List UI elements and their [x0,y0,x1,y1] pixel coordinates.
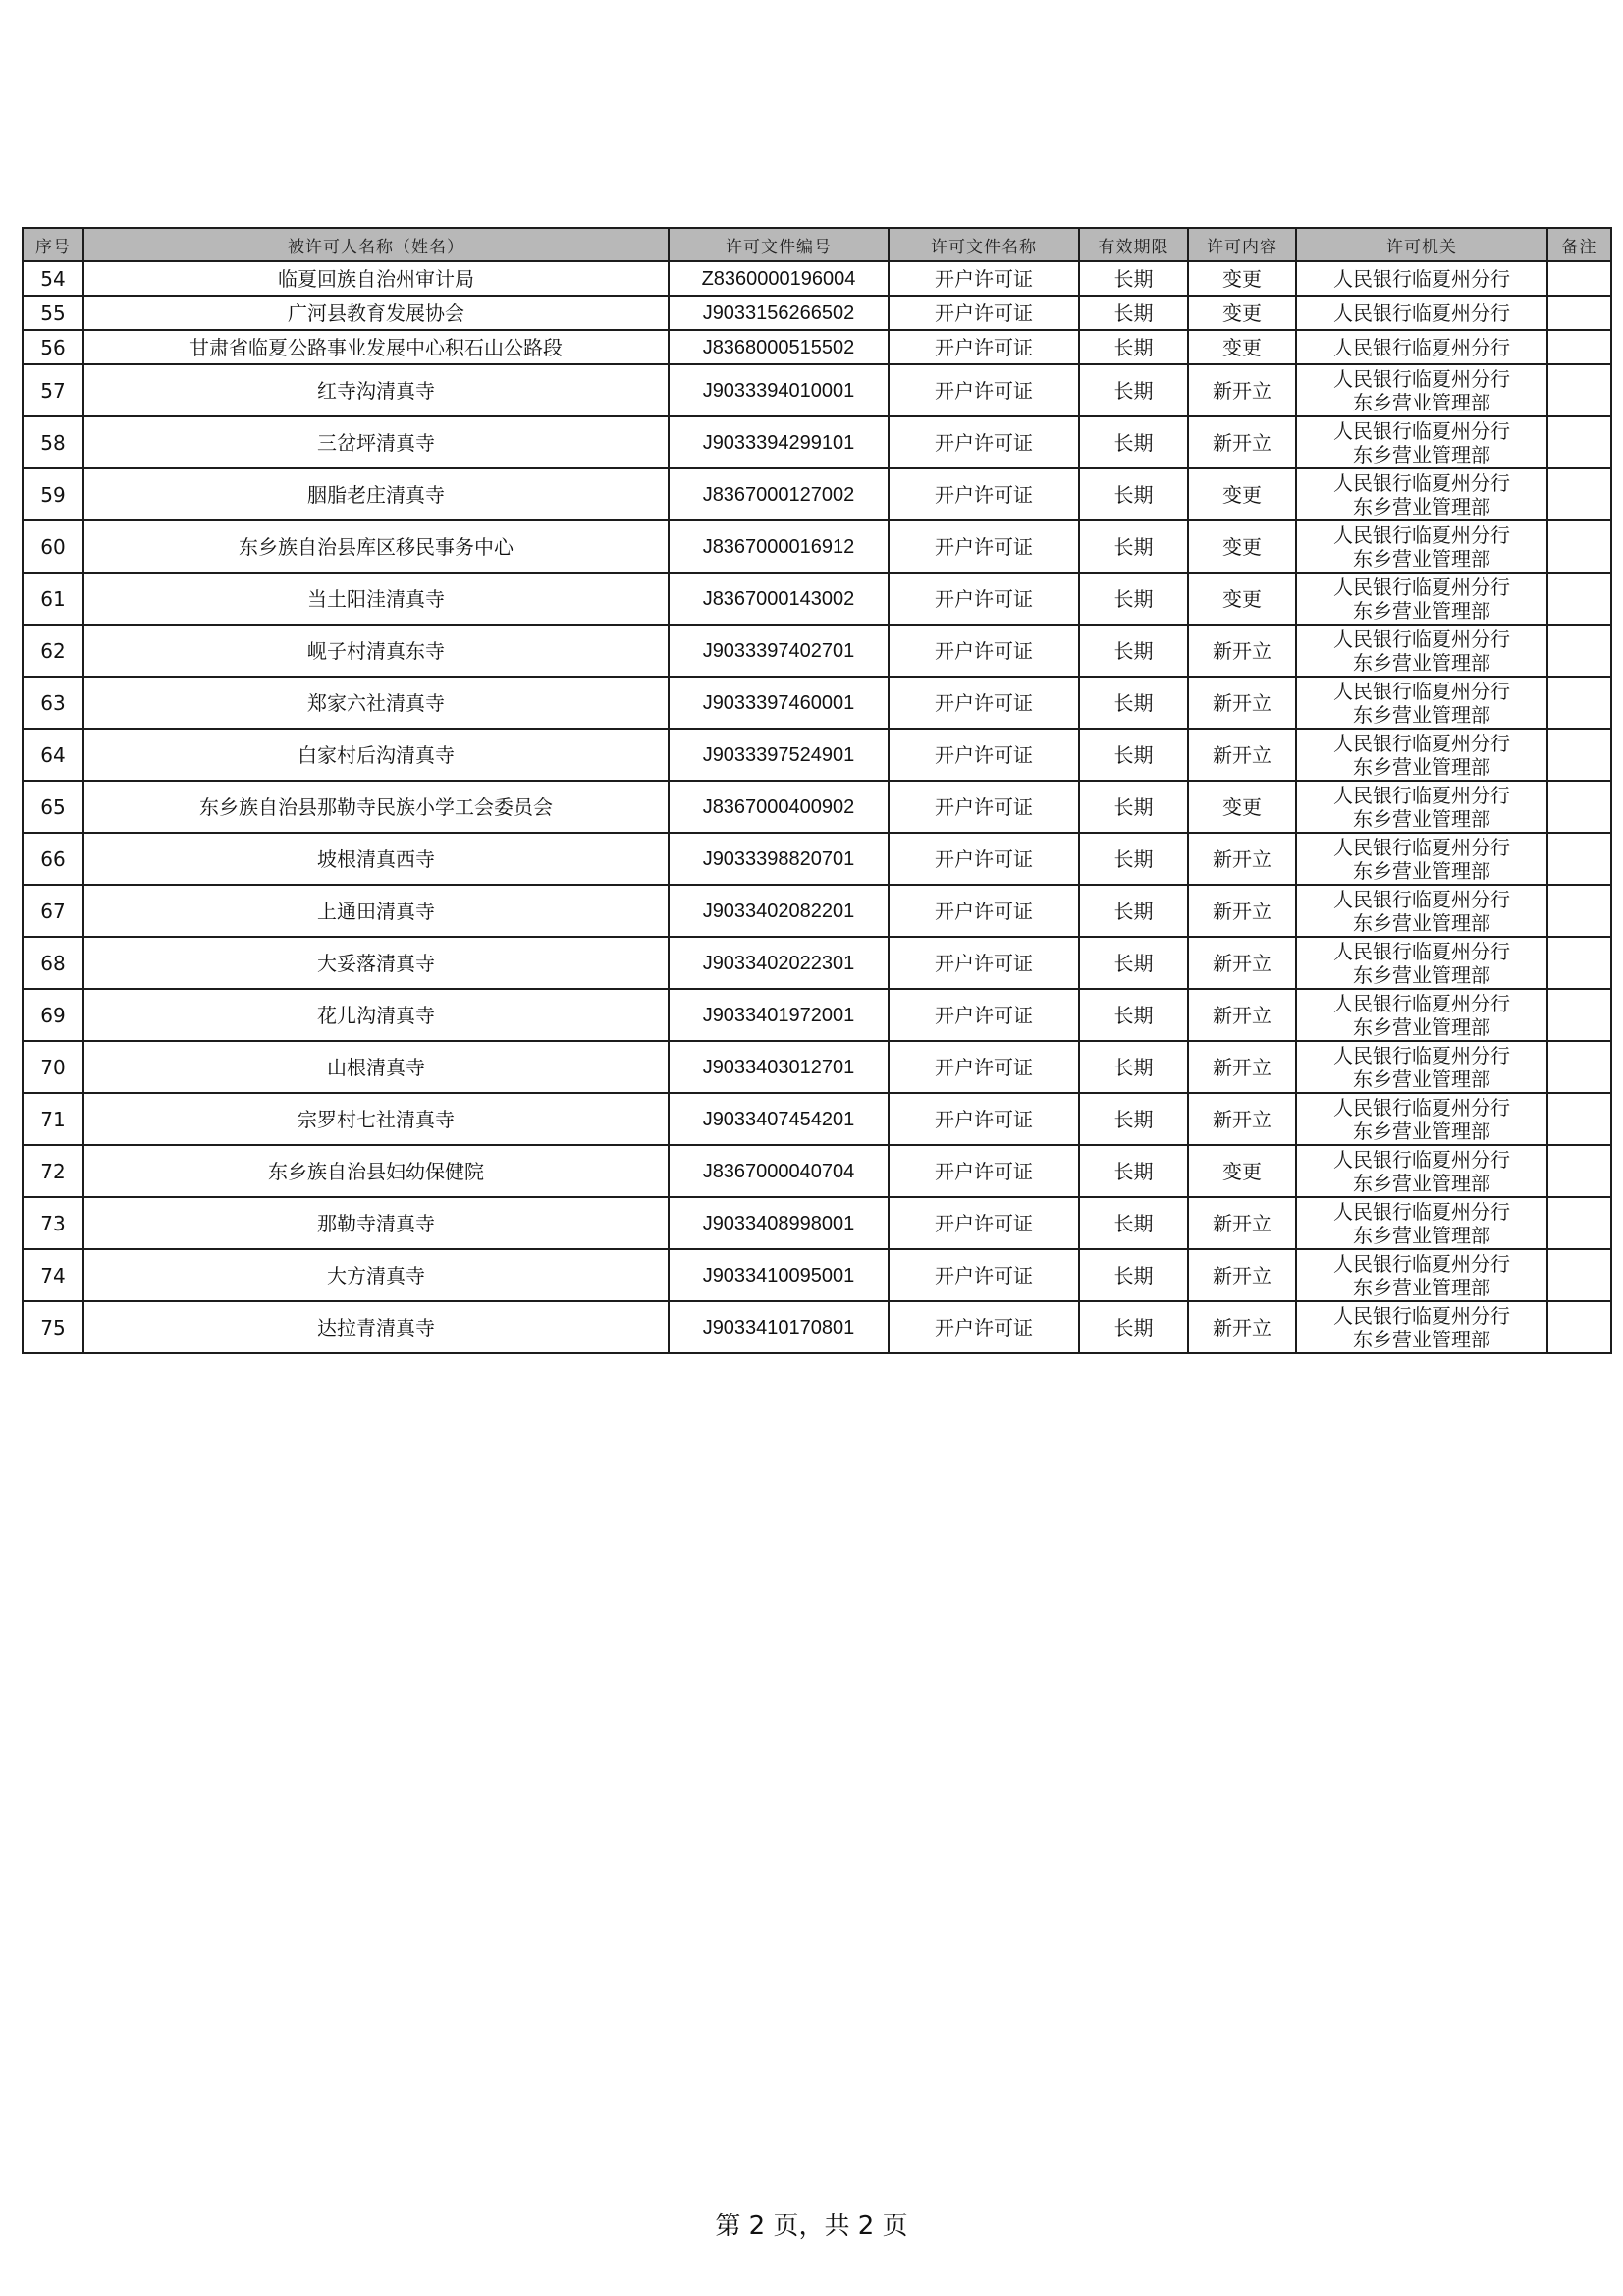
cell-remarks [1547,1145,1611,1197]
cell-remarks [1547,468,1611,520]
cell-validity: 长期 [1079,573,1188,625]
cell-remarks [1547,937,1611,989]
cell-license-content: 变更 [1188,520,1296,573]
table-row [23,468,1611,520]
cell-license-doc-name: 开户许可证 [889,1041,1079,1093]
cell-serial: 60 [23,520,83,573]
cell-validity: 长期 [1079,261,1188,296]
authority-line: 东乡营业管理部 [1353,754,1490,779]
cell-licensee-name: 郑家六社清真寺 [83,677,669,729]
cell-license-doc-name: 开户许可证 [889,729,1079,781]
cell-remarks [1547,1301,1611,1353]
cell-license-doc-name: 开户许可证 [889,416,1079,468]
cell-licensing-authority [1296,520,1547,573]
cell-validity: 长期 [1079,364,1188,416]
cell-remarks [1547,833,1611,885]
cell-license-doc-name: 开户许可证 [889,1093,1079,1145]
cell-license-doc-name: 开户许可证 [889,1197,1079,1249]
authority-line: 人民银行临夏州分行 [1333,991,1510,1015]
cell-validity: 长期 [1079,729,1188,781]
cell-licensee-name: 东乡族自治县妇幼保健院 [83,1145,669,1197]
cell-license-number: J9033394299101 [669,416,889,468]
authority-line: 东乡营业管理部 [1353,1066,1490,1091]
table-row [23,1249,1611,1301]
table-row [23,937,1611,989]
cell-license-number: J9033408998001 [669,1197,889,1249]
cell-licensing-authority [1296,330,1547,364]
cell-validity: 长期 [1079,625,1188,677]
cell-license-content: 新开立 [1188,1197,1296,1249]
cell-licensing-authority [1296,1197,1547,1249]
cell-license-number: J8367000016912 [669,520,889,573]
cell-serial: 75 [23,1301,83,1353]
cell-validity: 长期 [1079,1197,1188,1249]
authority-line: 人民银行临夏州分行 [1333,1303,1510,1328]
cell-serial: 56 [23,330,83,364]
cell-license-number: J9033398820701 [669,833,889,885]
cell-licensee-name: 甘肃省临夏公路事业发展中心积石山公路段 [83,330,669,364]
cell-license-doc-name: 开户许可证 [889,468,1079,520]
cell-validity: 长期 [1079,937,1188,989]
authority-line: 东乡营业管理部 [1353,1223,1490,1247]
cell-license-doc-name: 开户许可证 [889,330,1079,364]
cell-validity: 长期 [1079,1249,1188,1301]
cell-licensing-authority [1296,885,1547,937]
cell-license-doc-name: 开户许可证 [889,296,1079,330]
header-license-doc-name: 许可文件名称 [889,228,1079,261]
cell-license-number: J9033403012701 [669,1041,889,1093]
authority-line: 人民银行临夏州分行 [1333,1095,1510,1120]
cell-serial: 66 [23,833,83,885]
table-row [23,573,1611,625]
cell-licensing-authority [1296,937,1547,989]
cell-license-number: J9033397460001 [669,677,889,729]
authority-line: 东乡营业管理部 [1353,390,1490,414]
authority-line: 人民银行临夏州分行 [1333,574,1510,599]
cell-serial: 72 [23,1145,83,1197]
cell-serial: 59 [23,468,83,520]
cell-license-content: 新开立 [1188,833,1296,885]
cell-validity: 长期 [1079,296,1188,330]
cell-licensee-name: 东乡族自治县那勒寺民族小学工会委员会 [83,781,669,833]
table-row [23,1041,1611,1093]
cell-remarks [1547,1249,1611,1301]
cell-licensing-authority [1296,1041,1547,1093]
cell-serial: 61 [23,573,83,625]
authority-line: 人民银行临夏州分行 [1333,1251,1510,1276]
cell-remarks [1547,989,1611,1041]
authority-line: 东乡营业管理部 [1353,442,1490,466]
authority-line: 人民银行临夏州分行 [1333,522,1510,547]
cell-license-number: J9033401972001 [669,989,889,1041]
table-row [23,989,1611,1041]
cell-license-number: J8367000400902 [669,781,889,833]
cell-remarks [1547,729,1611,781]
cell-validity: 长期 [1079,677,1188,729]
cell-license-doc-name: 开户许可证 [889,833,1079,885]
cell-license-content: 新开立 [1188,885,1296,937]
table-header-row [23,228,1611,261]
cell-licensing-authority [1296,781,1547,833]
cell-license-content: 新开立 [1188,1301,1296,1353]
cell-licensee-name: 三岔坪清真寺 [83,416,669,468]
license-table [22,227,1612,1354]
authority-line: 人民银行临夏州分行 [1333,266,1510,291]
cell-licensee-name: 红寺沟清真寺 [83,364,669,416]
cell-license-content: 变更 [1188,781,1296,833]
cell-license-content: 新开立 [1188,1249,1296,1301]
table-row [23,781,1611,833]
cell-license-doc-name: 开户许可证 [889,937,1079,989]
cell-licensing-authority [1296,677,1547,729]
table-row [23,520,1611,573]
authority-line: 东乡营业管理部 [1353,962,1490,987]
table-row [23,833,1611,885]
cell-license-content: 新开立 [1188,364,1296,416]
cell-license-doc-name: 开户许可证 [889,573,1079,625]
cell-validity: 长期 [1079,989,1188,1041]
cell-validity: 长期 [1079,468,1188,520]
cell-licensee-name: 花儿沟清真寺 [83,989,669,1041]
cell-licensing-authority [1296,625,1547,677]
cell-license-doc-name: 开户许可证 [889,520,1079,573]
cell-license-number: J9033407454201 [669,1093,889,1145]
table-row [23,729,1611,781]
cell-remarks [1547,261,1611,296]
cell-validity: 长期 [1079,1041,1188,1093]
cell-licensee-name: 岘子村清真东寺 [83,625,669,677]
authority-line: 东乡营业管理部 [1353,1171,1490,1195]
cell-licensee-name: 白家村后沟清真寺 [83,729,669,781]
cell-licensee-name: 胭脂老庄清真寺 [83,468,669,520]
cell-remarks [1547,1093,1611,1145]
cell-licensee-name: 宗罗村七社清真寺 [83,1093,669,1145]
cell-licensee-name: 东乡族自治县库区移民事务中心 [83,520,669,573]
cell-license-doc-name: 开户许可证 [889,1301,1079,1353]
cell-licensing-authority [1296,729,1547,781]
authority-line: 人民银行临夏州分行 [1333,783,1510,807]
cell-license-content: 变更 [1188,1145,1296,1197]
cell-serial: 64 [23,729,83,781]
cell-license-doc-name: 开户许可证 [889,677,1079,729]
cell-license-number: J9033397402701 [669,625,889,677]
authority-line: 人民银行临夏州分行 [1333,887,1510,911]
authority-line: 人民银行临夏州分行 [1333,335,1510,359]
cell-validity: 长期 [1079,520,1188,573]
cell-serial: 54 [23,261,83,296]
cell-remarks [1547,625,1611,677]
cell-licensee-name: 大方清真寺 [83,1249,669,1301]
cell-licensing-authority [1296,1249,1547,1301]
cell-validity: 长期 [1079,1093,1188,1145]
cell-remarks [1547,1197,1611,1249]
cell-license-doc-name: 开户许可证 [889,1145,1079,1197]
cell-serial: 68 [23,937,83,989]
page-footer: 第 2 页，共 2 页 [715,2212,908,2241]
cell-license-content: 变更 [1188,468,1296,520]
cell-licensing-authority [1296,416,1547,468]
header-license-content: 许可内容 [1188,228,1296,261]
cell-licensee-name: 大妥落清真寺 [83,937,669,989]
table-row [23,330,1611,364]
authority-line: 东乡营业管理部 [1353,1327,1490,1351]
cell-license-number: J8367000143002 [669,573,889,625]
header-license-number: 许可文件编号 [669,228,889,261]
header-remarks: 备注 [1547,228,1611,261]
authority-line: 东乡营业管理部 [1353,1014,1490,1039]
cell-remarks [1547,416,1611,468]
cell-licensing-authority [1296,573,1547,625]
cell-license-doc-name: 开户许可证 [889,885,1079,937]
table-row [23,1301,1611,1353]
cell-license-content: 变更 [1188,296,1296,330]
cell-license-number: J9033410170801 [669,1301,889,1353]
cell-licensee-name: 那勒寺清真寺 [83,1197,669,1249]
header-licensing-authority: 许可机关 [1296,228,1547,261]
authority-line: 东乡营业管理部 [1353,806,1490,831]
cell-license-number: J9033402082201 [669,885,889,937]
cell-license-content: 新开立 [1188,1093,1296,1145]
authority-line: 人民银行临夏州分行 [1333,1147,1510,1172]
cell-licensee-name: 坡根清真西寺 [83,833,669,885]
authority-line: 人民银行临夏州分行 [1333,939,1510,963]
authority-line: 人民银行临夏州分行 [1333,1199,1510,1224]
cell-remarks [1547,364,1611,416]
cell-validity: 长期 [1079,1145,1188,1197]
cell-license-number: J8368000515502 [669,330,889,364]
cell-license-doc-name: 开户许可证 [889,989,1079,1041]
cell-license-content: 新开立 [1188,677,1296,729]
table-row [23,296,1611,330]
cell-license-content: 变更 [1188,573,1296,625]
table-row [23,364,1611,416]
cell-license-number: J8367000040704 [669,1145,889,1197]
authority-line: 人民银行临夏州分行 [1333,470,1510,495]
cell-remarks [1547,330,1611,364]
cell-validity: 长期 [1079,416,1188,468]
cell-license-doc-name: 开户许可证 [889,781,1079,833]
header-serial: 序号 [23,228,83,261]
cell-remarks [1547,520,1611,573]
table-row [23,625,1611,677]
authority-line: 东乡营业管理部 [1353,858,1490,883]
cell-serial: 65 [23,781,83,833]
cell-remarks [1547,781,1611,833]
cell-serial: 63 [23,677,83,729]
cell-remarks [1547,296,1611,330]
cell-serial: 74 [23,1249,83,1301]
cell-license-number: Z8360000196004 [669,261,889,296]
cell-validity: 长期 [1079,781,1188,833]
table-body [23,261,1611,1353]
cell-serial: 69 [23,989,83,1041]
cell-license-number: J9033410095001 [669,1249,889,1301]
cell-license-number: J9033394010001 [669,364,889,416]
authority-line: 人民银行临夏州分行 [1333,366,1510,391]
authority-line: 东乡营业管理部 [1353,1275,1490,1299]
authority-line: 人民银行临夏州分行 [1333,835,1510,859]
authority-line: 人民银行临夏州分行 [1333,418,1510,443]
cell-license-content: 新开立 [1188,729,1296,781]
table-row [23,261,1611,296]
authority-line: 东乡营业管理部 [1353,494,1490,519]
cell-license-doc-name: 开户许可证 [889,625,1079,677]
cell-licensing-authority [1296,468,1547,520]
table-row [23,885,1611,937]
authority-line: 东乡营业管理部 [1353,702,1490,727]
cell-license-number: J9033397524901 [669,729,889,781]
cell-serial: 67 [23,885,83,937]
cell-license-content: 新开立 [1188,625,1296,677]
cell-licensing-authority [1296,296,1547,330]
cell-licensing-authority [1296,833,1547,885]
cell-licensing-authority [1296,261,1547,296]
authority-line: 东乡营业管理部 [1353,598,1490,623]
cell-license-number: J9033402022301 [669,937,889,989]
cell-serial: 58 [23,416,83,468]
cell-validity: 长期 [1079,1301,1188,1353]
header-validity: 有效期限 [1079,228,1188,261]
authority-line: 东乡营业管理部 [1353,546,1490,571]
cell-validity: 长期 [1079,833,1188,885]
cell-license-doc-name: 开户许可证 [889,261,1079,296]
cell-remarks [1547,885,1611,937]
cell-license-content: 新开立 [1188,1041,1296,1093]
table-row [23,677,1611,729]
cell-licensing-authority [1296,1093,1547,1145]
cell-serial: 57 [23,364,83,416]
table-row [23,416,1611,468]
cell-remarks [1547,677,1611,729]
authority-line: 东乡营业管理部 [1353,1119,1490,1143]
cell-licensee-name: 上通田清真寺 [83,885,669,937]
table-row [23,1145,1611,1197]
table-row [23,1093,1611,1145]
table-row [23,1197,1611,1249]
license-table-sheet [22,227,1610,1354]
header-licensee-name: 被许可人名称（姓名） [83,228,669,261]
cell-serial: 70 [23,1041,83,1093]
authority-line: 东乡营业管理部 [1353,910,1490,935]
cell-licensing-authority [1296,989,1547,1041]
cell-serial: 55 [23,296,83,330]
cell-licensee-name: 当土阳洼清真寺 [83,573,669,625]
cell-licensee-name: 广河县教育发展协会 [83,296,669,330]
cell-license-content: 新开立 [1188,416,1296,468]
cell-validity: 长期 [1079,330,1188,364]
cell-serial: 73 [23,1197,83,1249]
cell-license-content: 新开立 [1188,937,1296,989]
cell-license-content: 变更 [1188,330,1296,364]
cell-license-number: J8367000127002 [669,468,889,520]
cell-licensee-name: 临夏回族自治州审计局 [83,261,669,296]
authority-line: 人民银行临夏州分行 [1333,627,1510,651]
cell-license-number: J9033156266502 [669,296,889,330]
cell-remarks [1547,1041,1611,1093]
cell-license-doc-name: 开户许可证 [889,1249,1079,1301]
cell-licensee-name: 达拉青清真寺 [83,1301,669,1353]
cell-serial: 62 [23,625,83,677]
cell-validity: 长期 [1079,885,1188,937]
cell-license-content: 变更 [1188,261,1296,296]
cell-remarks [1547,573,1611,625]
cell-licensing-authority [1296,364,1547,416]
authority-line: 人民银行临夏州分行 [1333,1043,1510,1067]
authority-line: 东乡营业管理部 [1353,650,1490,675]
cell-licensee-name: 山根清真寺 [83,1041,669,1093]
authority-line: 人民银行临夏州分行 [1333,679,1510,703]
cell-licensing-authority [1296,1145,1547,1197]
cell-serial: 71 [23,1093,83,1145]
cell-license-content: 新开立 [1188,989,1296,1041]
cell-licensing-authority [1296,1301,1547,1353]
authority-line: 人民银行临夏州分行 [1333,731,1510,755]
cell-license-doc-name: 开户许可证 [889,364,1079,416]
authority-line: 人民银行临夏州分行 [1333,301,1510,325]
